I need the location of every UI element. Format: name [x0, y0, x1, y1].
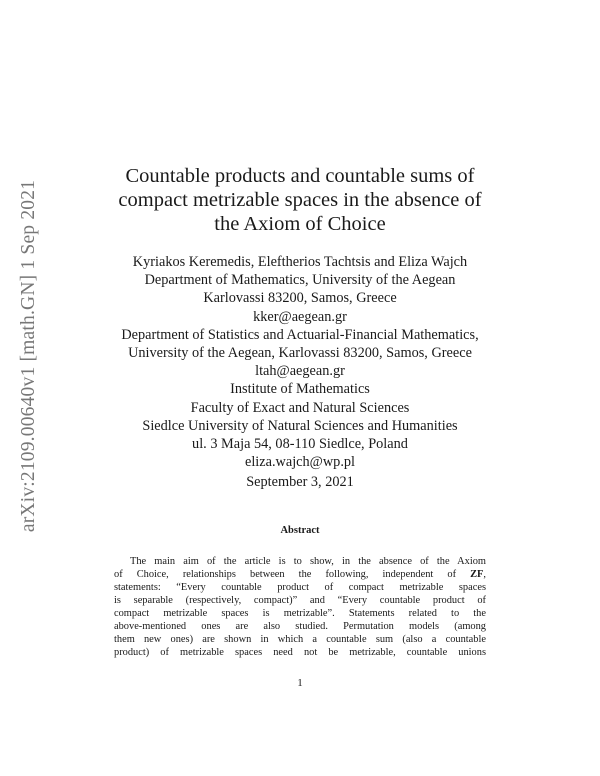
abstract-line: compact metrizable spaces is metrizable”. Statements related to the — [114, 608, 486, 620]
affiliation-3-line-2: Faculty of Exact and Natural Sciences — [190, 399, 410, 416]
affiliation-2-line-2: University of the Aegean, Karlovassi 83200, Samos, Greece — [128, 345, 472, 362]
title-line: Countable products and countable sums of — [125, 165, 475, 187]
abstract-line: The main aim of the article is to show, in the absence of the Axiom — [130, 556, 486, 567]
abstract-line: above-mentioned ones are also studied. Permutation models (among — [114, 621, 486, 633]
paper-title — [60, 164, 540, 236]
authors-and-affiliations — [60, 253, 540, 471]
abstract-text: of Choice, relationships between the following, independent of — [114, 569, 471, 581]
arxiv-identifier-stamp — [14, 176, 44, 536]
arxiv-identifier-text: arXiv:2109.00640v1 [math.GN] 1 Sep 2021 — [18, 179, 40, 533]
affiliation-3-line-4: ul. 3 Maja 54, 08-110 Siedlce, Poland — [192, 436, 408, 453]
abstract-bold-term: ZF — [470, 569, 484, 581]
title-line: the Axiom of Choice — [214, 213, 386, 235]
abstract-text: , — [483, 569, 486, 581]
affiliation-1-line-2: Karlovassi 83200, Samos, Greece — [203, 290, 397, 307]
affiliation-3-line-1: Institute of Mathematics — [230, 381, 370, 398]
title-line: compact metrizable spaces in the absence of — [118, 189, 482, 211]
affiliation-3-email: eliza.wajch@wp.pl — [244, 454, 356, 471]
abstract-line — [114, 568, 486, 581]
publication-date: September 3, 2021 — [246, 474, 354, 490]
affiliation-2-email: ltah@aegean.gr — [255, 363, 345, 380]
page-number: 1 — [297, 677, 303, 689]
affiliation-1-email: kker@aegean.gr — [253, 308, 347, 325]
abstract-line: is separable (respectively, compact)” and “Every countable product of — [114, 595, 486, 607]
abstract-line: them new ones) are shown in which a countable sum (also a countable — [114, 634, 486, 646]
abstract-line: product) of metrizable spaces need not be metrizable, countable unions — [114, 647, 486, 659]
affiliation-3-line-3: Siedlce University of Natural Sciences and Humanities — [142, 417, 458, 434]
author-names: Kyriakos Keremedis, Eleftherios Tachtsis and Eliza Wajch — [132, 254, 468, 270]
abstract-heading: Abstract — [280, 525, 320, 536]
abstract-body — [114, 555, 486, 659]
affiliation-2-line-1: Department of Statistics and Actuarial-Financial Mathematics, — [121, 326, 479, 343]
affiliation-1-line-1: Department of Mathematics, University of the Aegean — [144, 272, 456, 289]
abstract-line: statements: “Every countable product of compact metrizable spaces — [114, 582, 486, 594]
